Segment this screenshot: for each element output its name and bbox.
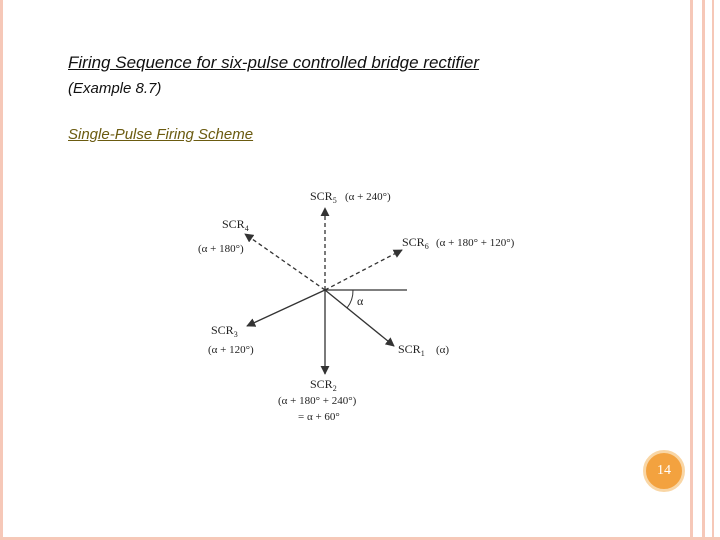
scr1-expression: (α) <box>436 344 450 356</box>
scr3-arrow <box>247 290 325 326</box>
scr1-label: $SCR_1$ <box>398 342 425 358</box>
scr4-arrow <box>245 234 325 290</box>
alpha-label: α <box>357 294 364 308</box>
scr2-expression: (α + 180° + 240°) <box>278 395 357 407</box>
firing-sequence-phasor-diagram <box>190 178 550 428</box>
scheme-label: Single-Pulse Firing Scheme <box>68 126 254 143</box>
scr6-label: $SCR_6$ <box>402 235 429 251</box>
scr6-expression: (α + 180° + 120°) <box>436 237 515 249</box>
scr4-label: $SCR_4$ <box>222 217 249 233</box>
left-frame-border <box>0 0 3 540</box>
slide-title: Firing Sequence for six-pulse controlled bridge rectifier <box>68 53 480 72</box>
scr4-expression: (α + 180°) <box>198 243 244 255</box>
right-frame-border <box>712 0 714 540</box>
alpha-angle-arc <box>347 290 353 308</box>
slide-subtitle: (Example 8.7) <box>68 80 162 97</box>
right-frame-border <box>690 0 693 540</box>
scr2-expression-equal: = α + 60° <box>298 411 340 423</box>
scr5-label: $SCR_5$ <box>310 189 337 205</box>
scr2-label: $SCR_2$ <box>310 377 337 393</box>
scr6-arrow <box>325 250 402 290</box>
scr3-label: $SCR_3$ <box>211 323 238 339</box>
page-number-badge: 14 <box>643 450 685 492</box>
scr5-expression: (α + 240°) <box>345 191 391 203</box>
scr3-expression: (α + 120°) <box>208 344 254 356</box>
right-frame-border <box>702 0 705 540</box>
